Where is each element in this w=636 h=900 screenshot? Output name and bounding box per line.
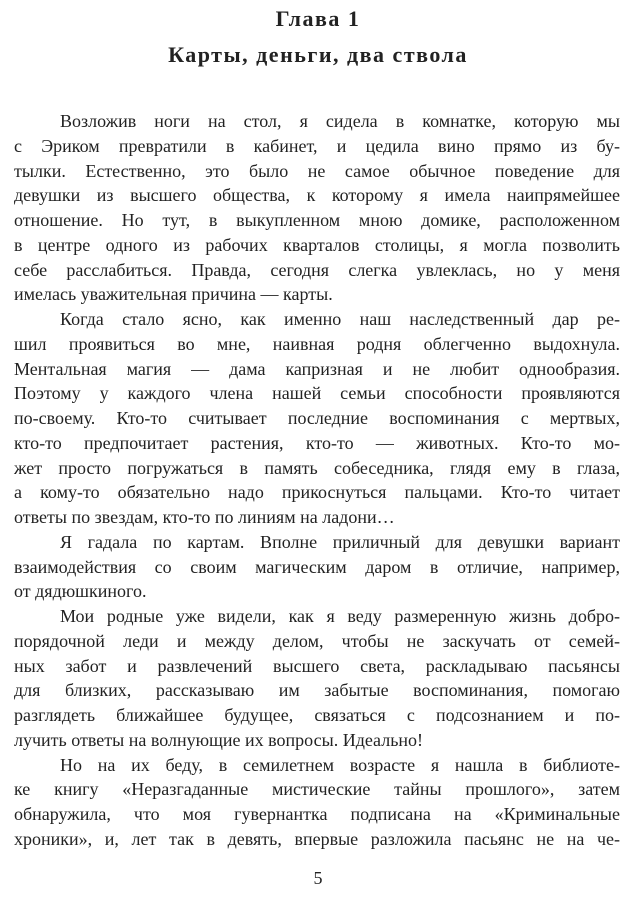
text-line: в центре одного из рабочих кварталов столицы, я могла позволить [14, 234, 620, 255]
text-line: девушки из высшего общества, к которому я имела наипрямейшее [14, 185, 620, 206]
text-line: Возложив ноги на стол, я сидела в комнатке, которую мы [60, 111, 620, 131]
text-line: имелась уважительная причина — карты. [14, 284, 333, 305]
text-line: от дядюшкиного. [14, 581, 147, 602]
text-line: а кому-то обязательно надо прикоснуться пальцами. Кто-то читает [14, 482, 620, 503]
text-line: взаимодействия со своим магическим даром в отличие, например, [14, 556, 620, 577]
text-line: отношение. Но тут, в выкупленном мною домике, расположенном [14, 210, 620, 230]
body-text [14, 109, 620, 852]
text-line: обнаружила, что моя гувернантка подписана на «Криминальные [14, 804, 620, 824]
text-line: Мои родные уже видели, как я веду размеренную жизнь добро- [60, 606, 620, 626]
text-line: шил проявиться во мне, наивная родня облегченно выдохнула. [14, 333, 620, 354]
text-line: по-своему. Кто-то считывает последние воспоминания с мертвых, [14, 408, 620, 428]
text-line: ных забот и развлечений высшего света, раскладываю пасьянсы [14, 655, 620, 676]
text-line: Я гадала по картам. Вполне приличный для девушки вариант [60, 531, 620, 552]
text-line: порядочной леди и между делом, чтобы не заскучать от семей- [14, 630, 620, 651]
text-line: тылки. Естественно, это было не самое обычное поведение для [14, 160, 620, 181]
chapter-number: Глава 1 [275, 6, 361, 31]
text-line: с Эриком превратили в кабинет, и цедила вино прямо из бу- [14, 135, 620, 156]
text-line: хроники», и, лет так в девять, впервые разложила пасьянс не на че- [14, 828, 620, 849]
text-line: лучить ответы на волнующие их вопросы. Идеально! [14, 729, 424, 750]
text-line: Ментальная магия — дама капризная и не любит однообразия. [14, 358, 620, 379]
chapter-title: Карты, деньги, два ствола [168, 42, 468, 67]
text-line: себе расслабиться. Правда, сегодня слегка увлеклась, но у меня [14, 259, 620, 280]
text-line: Поэтому у каждого члена нашей семьи способности проявляются [14, 383, 620, 404]
text-line: Когда стало ясно, как именно наш наследственный дар ре- [60, 309, 620, 329]
text-line: ке книгу «Неразгаданные мистические тайны прошлого», затем [14, 779, 620, 800]
text-line: Но на их беду, в семилетнем возрасте я нашла в библиоте- [60, 754, 620, 775]
text-line: для близких, рассказываю им забытые воспоминания, помогаю [14, 680, 620, 701]
page-number: 5 [313, 868, 323, 888]
text-line: разглядеть ближайшее будущее, связаться с подсознанием и по- [14, 705, 620, 725]
text-line: жет просто погружаться в память собеседника, глядя ему в глаза, [14, 457, 620, 478]
text-line: кто-то предпочитает растения, кто-то — животных. Кто-то мо- [14, 432, 620, 453]
text-line: ответы по звездам, кто-то по линиям на ладони… [14, 507, 395, 527]
